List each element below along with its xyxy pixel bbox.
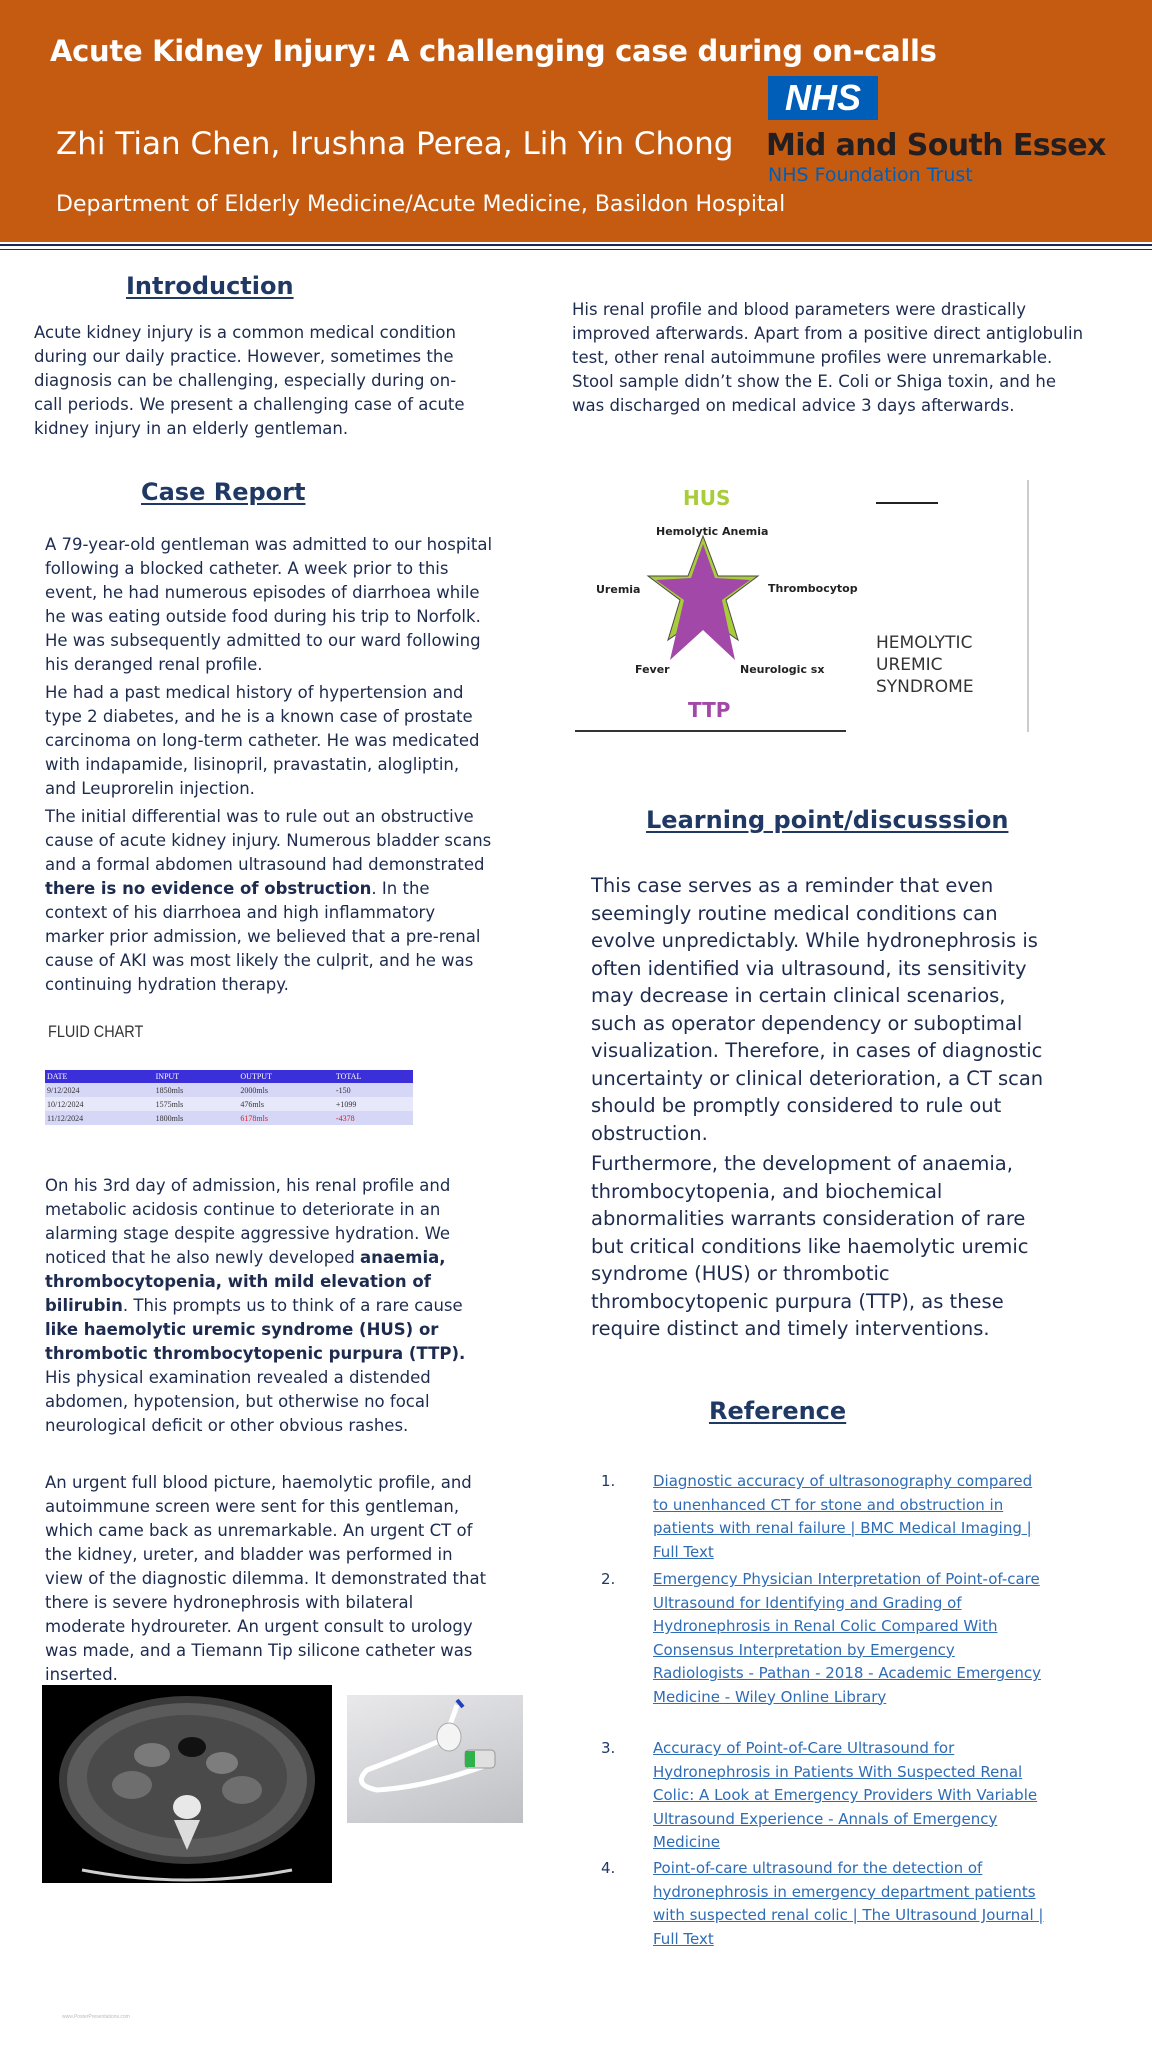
ttp-label: TTP xyxy=(688,698,731,722)
diagram-bottom-right-label: Neurologic sx xyxy=(740,663,825,676)
reference-link-4[interactable]: Point-of-care ultrasound for the detection of hydronephrosis in emergency department patients with suspected renal colic | The Ultrasound Journal | Full Text xyxy=(653,1859,1044,1948)
table-cell: 1800mls xyxy=(154,1111,239,1125)
case-report-heading: Case Report xyxy=(141,478,306,506)
nhs-logo: NHS xyxy=(768,76,878,120)
table-cell: 1850mls xyxy=(154,1083,239,1097)
reference-number: 4. xyxy=(601,1859,616,1877)
authors: Zhi Tian Chen, Irushna Perea, Lih Yin Chong xyxy=(56,126,734,162)
header-divider xyxy=(0,244,1152,246)
right-top-text xyxy=(572,298,1092,418)
case-report-text-bottom xyxy=(45,1471,495,1687)
learning-paragraph-2: Furthermore, the development of anaemia, thrombocytopenia, and biochemical abnormalities warrants consideration of rare but critical conditions like haemolytic uremic syndrome (HUS) or thrombotic thrombocytopenic purpura (TTP), as these require distinct and timely interventions. xyxy=(591,1152,1029,1340)
trust-name: Mid and South Essex xyxy=(766,128,1106,163)
hus-ttp-diagram xyxy=(570,480,1050,740)
fluid-chart-table xyxy=(45,1070,413,1125)
case-paragraph-1: A 79-year-old gentleman was admitted to our hospital following a blocked catheter. A week prior to this event, he had numerous episodes of diarrhoea while he was eating outside food during his trip to Norfolk. He was subsequently admitted to our ward following his deranged renal profile. xyxy=(45,535,493,674)
ct-scan-drawing xyxy=(42,1685,332,1883)
learning-heading: Learning point/discusssion xyxy=(646,806,1009,834)
reference-number: 2. xyxy=(601,1570,616,1588)
table-cell: 2000mls xyxy=(238,1083,334,1097)
introduction-paragraph: Acute kidney injury is a common medical condition during our daily practice. However, sometimes the diagnosis can be challenging, especially during on-call periods. We present a challenging case of acute kidney injury in an elderly gentleman. xyxy=(34,323,465,438)
introduction-heading: Introduction xyxy=(126,272,294,300)
case-report-text-middle xyxy=(45,1174,485,1438)
diagram-top-label: Hemolytic Anemia xyxy=(656,525,769,538)
case-p3-c: . In the context of his diarrhoea and high inflammatory marker prior admission, we believed that a pre-renal cause of AKI was most likely the culprit, and he was continuing hydration therapy. xyxy=(45,879,481,994)
table-cell: -4378 xyxy=(334,1111,413,1125)
case-p4-e: His physical examination revealed a distended abdomen, hypotension, but otherwise no focal neurological deficit or other obvious rashes. xyxy=(45,1368,431,1435)
fluid-col-output: OUTPUT xyxy=(238,1070,334,1083)
header-divider-thin xyxy=(0,249,1152,250)
department: Department of Elderly Medicine/Acute Medicine, Basildon Hospital xyxy=(56,192,786,217)
catheter-image xyxy=(347,1695,523,1823)
case-paragraph-4 xyxy=(45,1174,485,1438)
table-row xyxy=(45,1083,413,1097)
reference-number: 3. xyxy=(601,1739,616,1757)
fluid-col-input: INPUT xyxy=(154,1070,239,1083)
reference-link-2[interactable]: Emergency Physician Interpretation of Point-of-care Ultrasound for Identifying and Grading of Hydronephrosis in Renal Colic Compared With Consensus Interpretation by Emergency Radiologists - Pathan - 2018 - Academic Emergency Medicine - Wiley Online Library xyxy=(653,1570,1041,1706)
trust-subtitle: NHS Foundation Trust xyxy=(768,164,973,186)
case-p4-c: . This prompts us to think of a rare cause xyxy=(122,1296,463,1315)
catheter-drawing xyxy=(347,1695,523,1823)
case-p4-bold-2: like haemolytic uremic syndrome (HUS) or thrombotic thrombocytopenic purpura (TTP). xyxy=(45,1320,466,1363)
case-p4-bold-1: anaemia, thrombocytopenia, with mild elevation of bilirubin xyxy=(45,1248,446,1315)
table-cell: -150 xyxy=(334,1083,413,1097)
ct-scan-image xyxy=(42,1685,332,1883)
table-cell: 10/12/2024 xyxy=(45,1097,154,1111)
fluid-chart-label: FLUID CHART xyxy=(48,1022,144,1041)
footnote: www.PosterPresentations.com xyxy=(62,2014,130,2020)
learning-paragraph-1: This case serves as a reminder that even seemingly routine medical conditions can evolve unpredictably. While hydronephrosis is often identified via ultrasound, its sensitivity may decrease in certain clinical scenarios, such as operator dependency or suboptimal visualization. Therefore, in cases of diagnostic uncertainty or clinical deterioration, a CT scan should be promptly considered to rule out obstruction. xyxy=(591,874,1044,1145)
diagram-right-label: Thrombocytop xyxy=(768,582,858,595)
learning-text xyxy=(591,872,1046,1343)
discharge-paragraph: His renal profile and blood parameters were drastically improved afterwards. Apart from a positive direct antiglobulin test, other renal autoimmune profiles were unremarkable. Stool sample didn’t show the E. Coli or Shiga toxin, and he was discharged on medical advice 3 days afterwards. xyxy=(572,300,1084,415)
fluid-table-header xyxy=(45,1070,413,1083)
reference-number: 1. xyxy=(601,1472,616,1490)
table-cell: 11/12/2024 xyxy=(45,1111,154,1125)
reference-link-1[interactable]: Diagnostic accuracy of ultrasonography compared to unenhanced CT for stone and obstruction in patients with renal failure | BMC Medical Imaging | Full Text xyxy=(653,1472,1033,1561)
poster-title: Acute Kidney Injury: A challenging case during on-calls xyxy=(50,34,937,68)
case-p3-bold: there is no evidence of obstruction xyxy=(45,879,372,898)
table-row xyxy=(45,1097,413,1111)
case-p3-a: The initial differential was to rule out an obstructive cause of acute kidney injury. Numerous bladder scans and a formal abdomen ultrasound had demonstrated xyxy=(45,807,492,874)
case-paragraph-2: He had a past medical history of hypertension and type 2 diabetes, and he is a known case of prostate carcinoma on long-term catheter. He was medicated with indapamide, lisinopril, pravastatin, alogliptin, and Leuprorelin injection. xyxy=(45,683,480,798)
diagram-left-label: Uremia xyxy=(596,583,641,596)
table-cell: 476mls xyxy=(238,1097,334,1111)
side-label-line-2: UREMIC xyxy=(876,655,943,675)
table-cell: 9/12/2024 xyxy=(45,1083,154,1097)
table-cell: 6178mls xyxy=(238,1111,334,1125)
introduction-text xyxy=(34,321,474,441)
star-shape xyxy=(648,536,758,660)
side-label-line-1: HEMOLYTIC xyxy=(876,633,973,653)
case-report-text-top xyxy=(45,533,495,997)
reference-link-3[interactable]: Accuracy of Point-of-Care Ultrasound for Hydronephrosis in Patients With Suspected Renal Colic: A Look at Emergency Providers With Variable Ultrasound Experience - Annals of Emergency Medicine xyxy=(653,1739,1038,1851)
reference-heading: Reference xyxy=(709,1397,847,1425)
case-paragraph-5: An urgent full blood picture, haemolytic profile, and autoimmune screen were sent for this gentleman, which came back as unremarkable. An urgent CT of the kidney, ureter, and bladder was performed in view of the diagnostic dilemma. It demonstrated that there is severe hydronephrosis with bilateral moderate hydroureter. An urgent consult to urology was made, and a Tiemann Tip silicone catheter was inserted. xyxy=(45,1473,487,1684)
table-cell: 1575mls xyxy=(154,1097,239,1111)
diagram-bottom-left-label: Fever xyxy=(635,663,670,676)
side-label-line-3: SYNDROME xyxy=(876,677,974,697)
fluid-col-total: TOTAL xyxy=(334,1070,413,1083)
case-paragraph-3 xyxy=(45,805,495,997)
case-p4-a: On his 3rd day of admission, his renal profile and metabolic acidosis continue to deteriorate in an alarming stage despite aggressive hydration. We noticed that he also newly developed xyxy=(45,1176,451,1267)
hus-label: HUS xyxy=(683,486,731,510)
table-cell: +1099 xyxy=(334,1097,413,1111)
fluid-col-date: DATE xyxy=(45,1070,154,1083)
table-row xyxy=(45,1111,413,1125)
